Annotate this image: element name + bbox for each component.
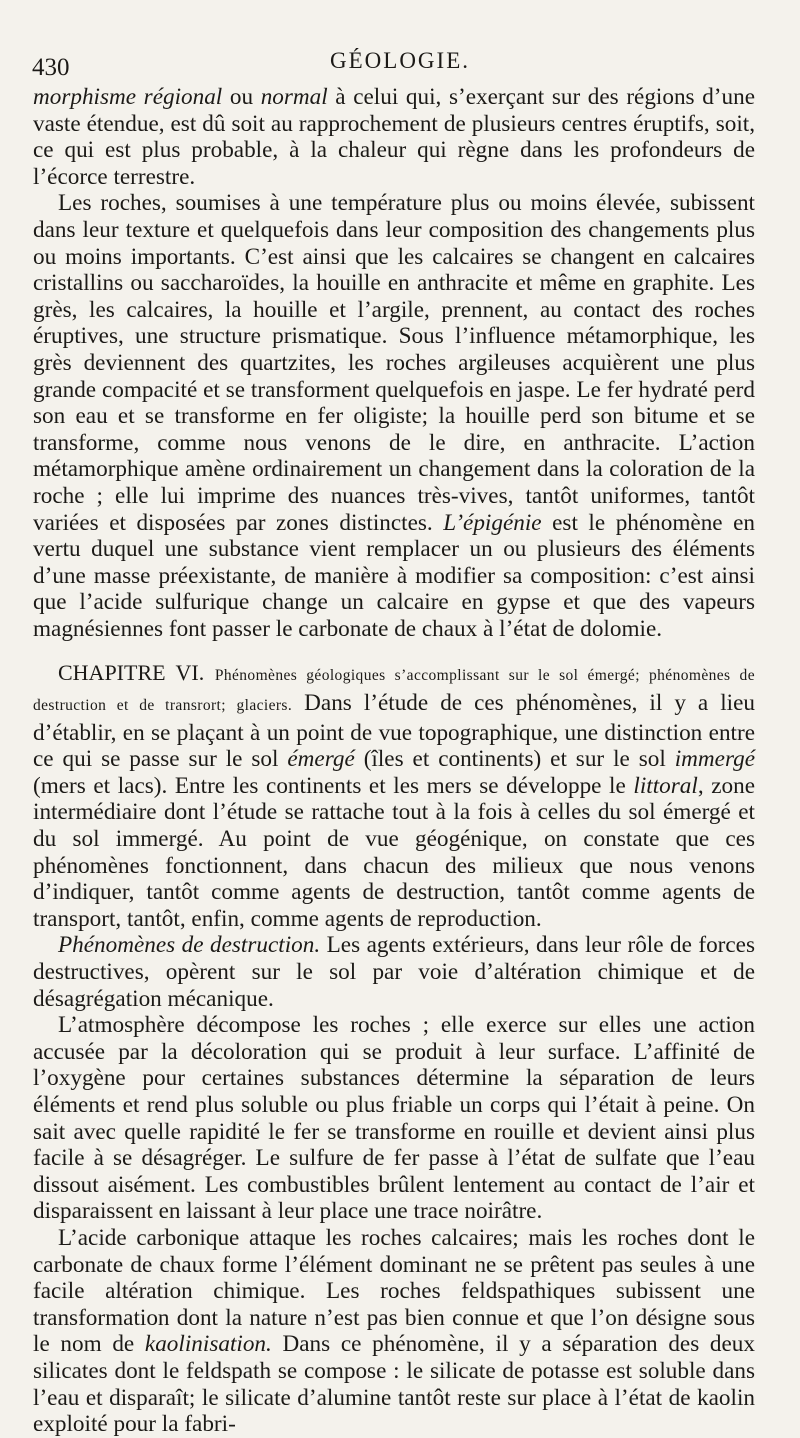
paragraph-destruction: Phénomènes de destruction. Les agents extérieurs, dans leur rôle de forces destructives, opèrent sur le sol par voie d’altération chimique et de désagrégation mécanique. [33, 932, 756, 1012]
chapter-label: CHAPITRE VI. [58, 660, 205, 686]
paragraph-continuation: morphisme régional ou normal à celui qui, s’exerçant sur des régions d’une vaste étendue, est dû soit au rapprochement de plusieurs centres éruptifs, soit, ce qui est plus probable, à la chaleur qui règne dans les profondeurs de l’écorce terrestre. [33, 84, 755, 190]
paragraph-carbonic-acid: L’acide carbonique attaque les roches calcaires; mais les roches dont le carbonate de chaux forme l’élément dominant ne se prêtent pas seules à une facile altération chimique. Les roches feldspathiques subissent une transformation dont la nature n’est pas bien connue et que l’on désigne sous le nom de kaolinisation. Dans ce phénomène, il y a séparation des deux silicates dont le feldspath se compose : le silicate de potasse est soluble dans l’eau et disparaît; le silicate d’alumine tantôt reste sur place à l’état de kaolin exploité pour la fabri- [33, 1224, 755, 1438]
paragraph-atmosphere: L’atmosphère décompose les roches ; elle exerce sur elles une action accusée par la décoloration qui se produit à leur surface. L’affinité de l’oxygène pour certaines substances détermine la séparation de leurs éléments et rend plus soluble ou plus friable un corps qui l’était à peine. On sait avec quelle rapidité le fer se transforme en rouille et devient ainsi plus facile à se désagréger. Le sulfure de fer passe à l’état de sulfate que l’eau dissout aisément. Les combustibles brûlent lentement au contact de l’air et disparaissent en laissant à leur place une trace noirâtre. [33, 1012, 755, 1225]
page-header [30, 46, 770, 86]
page-number: 430 [32, 54, 70, 81]
chapter-heading-paragraph: CHAPITRE VI. Phénomènes géologiques s’accomplissant sur le sol émergé; phénomènes de destruction et de transrort; glaciers. Dans l’étude de ces phénomènes, il y a lieu d’établir, en se plaçant à un point de vue topographique, une distinction entre ce qui se passe sur le sol émergé (îles et continents) et sur le sol immergé (mers et lacs). Entre les continents et les mers se développe le littoral, zone intermédiaire dont l’étude se rattache tout à la fois à celles du sol émergé et du sol immergé. Au point de vue géogénique, on constate que ces phénomènes fonctionnent, dans chacun des milieux que nous venons d’indiquer, tantôt comme agents de destruction, tantôt comme agents de transport, tantôt, enfin, comme agents de reproduction. [33, 660, 756, 932]
chapter-title: Phénomènes géologiques s’accomplissant sur le sol émergé; phénomènes de destruction et de transrort; glaciers. [33, 667, 755, 715]
running-head: GÉOLOGIE. [330, 48, 470, 73]
body-text [33, 84, 755, 1438]
paragraph-metamorphism: Les roches, soumises à une température plus ou moins élevée, subissent dans leur texture et quelquefois dans leur composition des changements plus ou moins importants. C’est ainsi que les calcaires se changent en calcaires cristallins ou saccharoïdes, la houille en anthracite et même en graphite. Les grès, les calcaires, la houille et l’argile, prennent, au contact des roches éruptives, une structure prismatique. Sous l’influence métamorphique, les grès deviennent des quartzites, les roches argileuses acquièrent une plus grande compacité et se transforment quelquefois en jaspe. Le fer hydraté perd son eau et se transforme en fer oligiste; la houille perd son bitume et se transforme, comme nous venons de le dire, en anthracite. L’action métamorphique amène ordinairement un changement dans la coloration de la roche ; elle lui imprime des nuances très-vives, tantôt uniformes, tantôt variées et disposées par zones distinctes. L’épigénie est le phénomène en vertu duquel une substance vient remplacer un ou plusieurs des éléments d’une masse préexistante, de manière à modifier sa composition: c’est ainsi que l’acide sulfurique change un calcaire en gypse et que des vapeurs magnésiennes font passer le carbonate de chaux à l’état de dolomie. [33, 190, 755, 642]
